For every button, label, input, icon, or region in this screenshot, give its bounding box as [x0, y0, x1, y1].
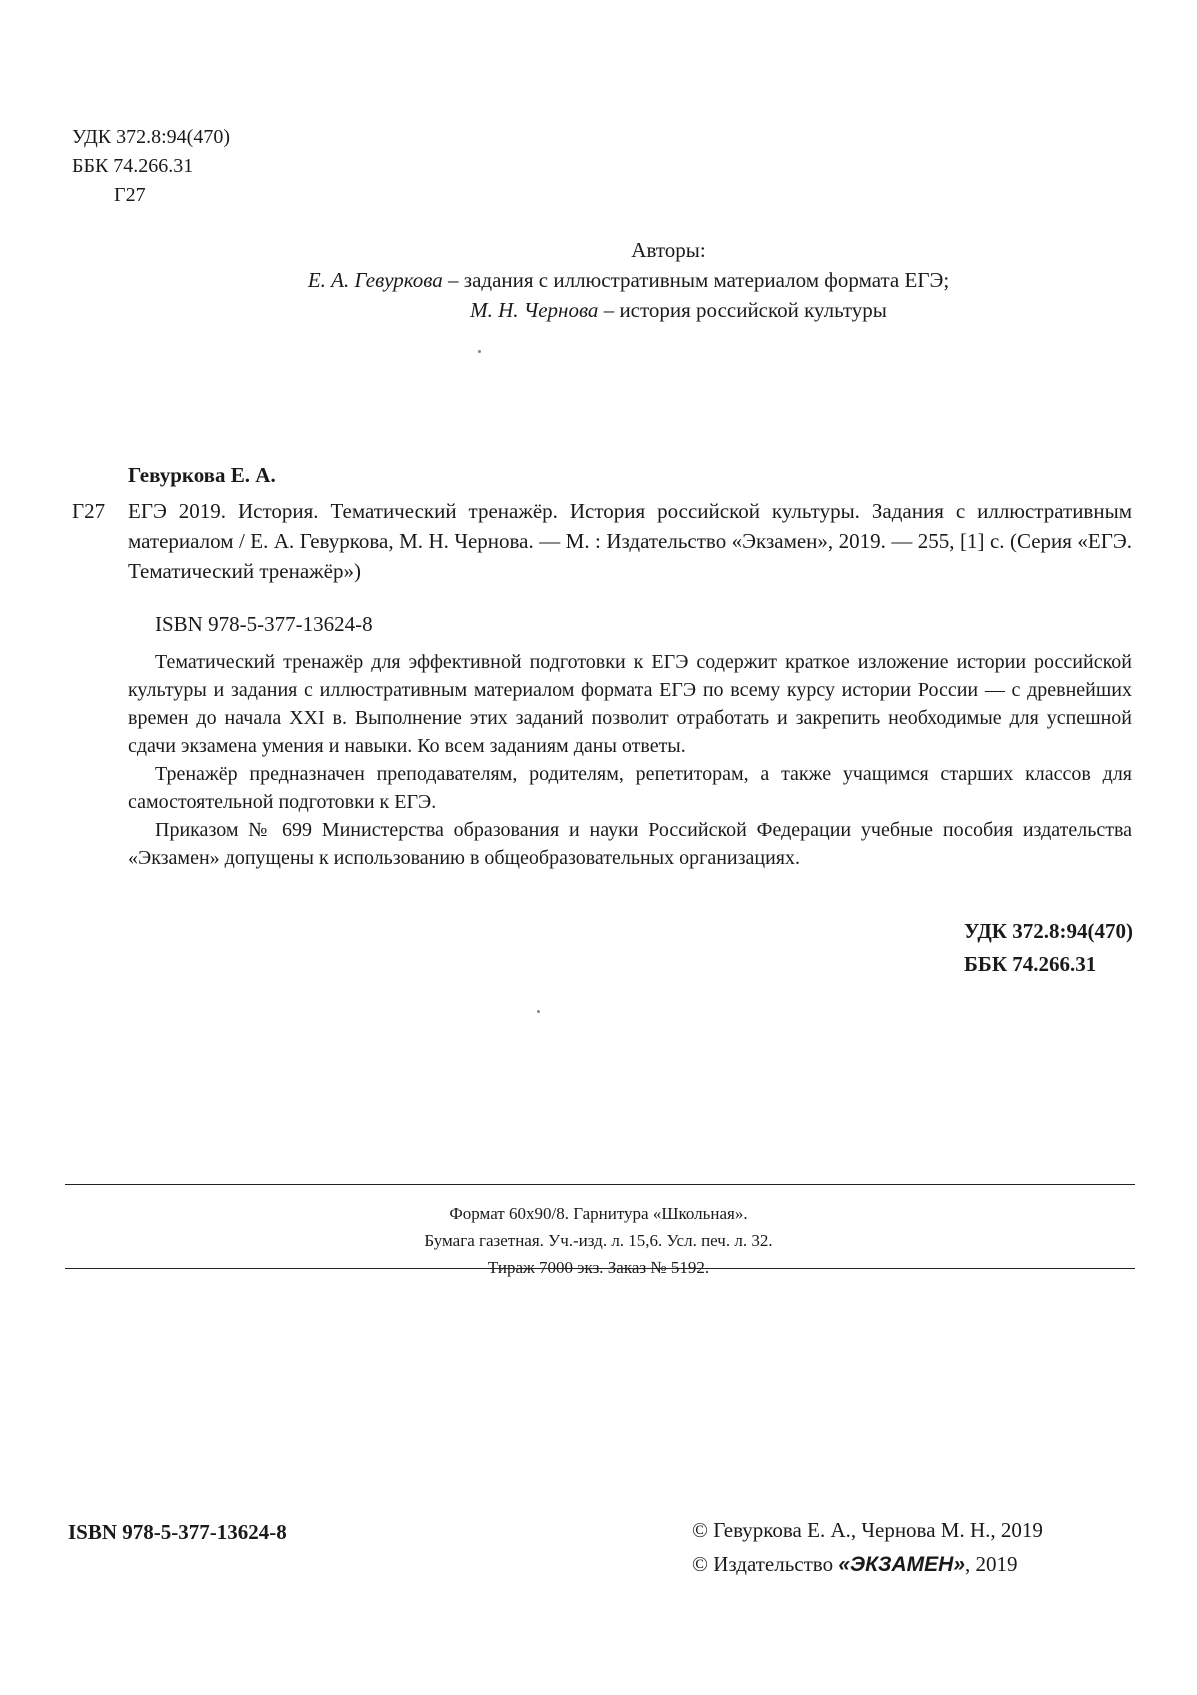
udk-code-bold: УДК 372.8:94(470) — [964, 919, 1133, 943]
author-mark: Г27 — [114, 184, 146, 206]
copyright-publisher-suffix: , 2019 — [965, 1552, 1018, 1576]
copyright-block — [692, 1518, 1043, 1586]
author-line — [60, 265, 1197, 295]
footer-isbn: ISBN 978-5-377-13624-8 — [68, 1520, 287, 1544]
imprint-format: Формат 60х90/8. Гарнитура «Школьная». — [449, 1204, 748, 1223]
classification-block — [72, 123, 230, 210]
imprint-bottom-rule — [65, 1268, 1135, 1269]
annotation-paragraph: Тематический тренажёр для эффективной подготовки к ЕГЭ содержит краткое изложение истории российской культуры и задания с иллюстративным материалом формата ЕГЭ по всему курсу истории России — с древнейших времен до начала XXI в. Выполнение этих заданий позволит отработать и закрепить необходимые для успешной сдачи экзамена умения и навыки. Ко всем заданиям даны ответы. — [128, 651, 1132, 757]
copyright-authors: © Гевуркова Е. А., Чернова М. Н., 2019 — [692, 1518, 1043, 1542]
bib-isbn: ISBN 978-5-377-13624-8 — [155, 612, 373, 636]
bib-code: Г27 — [72, 499, 106, 523]
annotation — [128, 648, 1132, 872]
bib-description: ЕГЭ 2019. История. Тематический тренажёр. История российской культуры. Задания с иллюстративным материалом / Е. А. Гевуркова, М. Н. Чернова. — М. : Издательство «Экзамен», 2019. — 255, [1] с. (Серия «ЕГЭ. Тематический тренажёр») — [128, 499, 1132, 583]
imprint-paper: Бумага газетная. Уч.-изд. л. 15,6. Усл. печ. л. 32. — [424, 1231, 773, 1250]
scan-speck — [537, 1010, 540, 1013]
authors-block — [0, 235, 1197, 325]
author-line — [160, 295, 1197, 325]
bbk-code-bold: ББК 74.266.31 — [964, 952, 1097, 976]
classification-bold — [964, 916, 1133, 982]
annotation-paragraph: Тренажёр предназначен преподавателям, родителям, репетиторам, а также учащимся старших классов для самостоятельной подготовки к ЕГЭ. — [128, 763, 1132, 813]
imprint-top-rule — [65, 1184, 1135, 1185]
author-role: – история российской культуры — [598, 298, 887, 322]
bbk-code: ББК 74.266.31 — [72, 155, 194, 177]
bib-author: Гевуркова Е. А. — [128, 463, 276, 487]
copyright-publisher — [692, 1552, 1043, 1586]
author-name: Е. А. Гевуркова — [307, 268, 443, 292]
author-role: – задания с иллюстративным материалом формата ЕГЭ; — [442, 268, 950, 292]
copyright-publisher-prefix: © Издательство — [692, 1552, 839, 1576]
imprint-run: Тираж 7000 экз. Заказ № 5192. — [487, 1258, 710, 1277]
publisher-brand: «ЭКЗАМЕН» — [838, 1553, 966, 1576]
author-name: М. Н. Чернова — [470, 298, 599, 322]
udk-code: УДК 372.8:94(470) — [72, 126, 230, 148]
annotation-paragraph: Приказом № 699 Министерства образования и науки Российской Федерации учебные пособия издательства «Экзамен» допущены к использованию в общеобразовательных организациях. — [128, 819, 1132, 869]
authors-heading: Авторы: — [631, 238, 706, 262]
scan-speck — [478, 350, 481, 353]
